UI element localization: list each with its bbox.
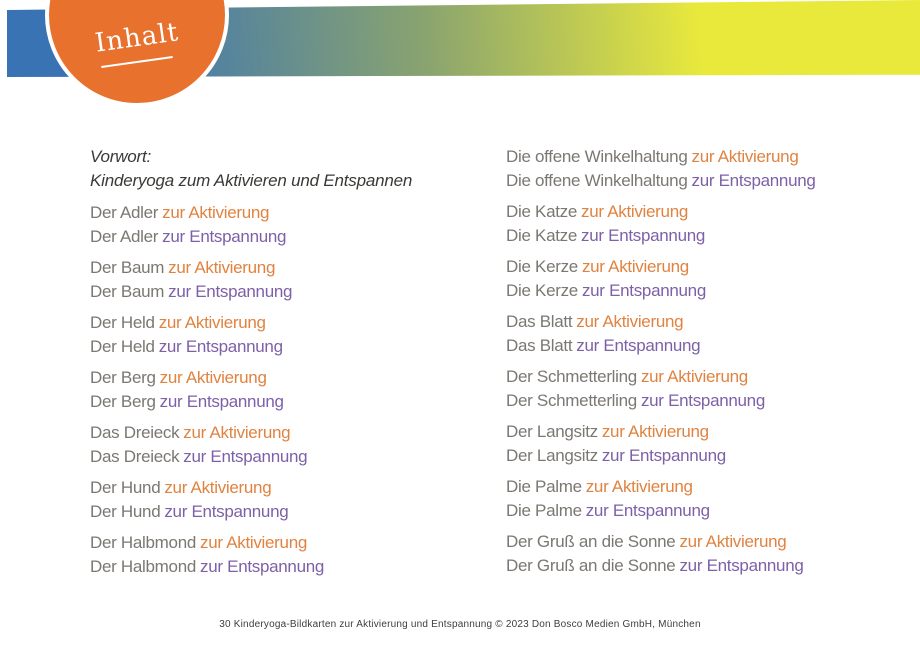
pose-name: Der Berg xyxy=(90,392,156,411)
pose-name: Die Kerze xyxy=(506,257,578,276)
toc-entry-aktivierung xyxy=(90,256,412,280)
entspannung-label: zur Entspannung xyxy=(581,281,706,300)
pose-name: Der Hund xyxy=(90,478,161,497)
toc-entry xyxy=(90,201,412,249)
aktivierung-label: zur Aktivierung xyxy=(164,478,272,497)
entspannung-label: zur Entspannung xyxy=(640,391,765,410)
toc-entry-entspannung xyxy=(506,279,816,303)
toc-entry-aktivierung xyxy=(506,255,816,279)
toc-entry-aktivierung xyxy=(506,475,816,499)
pose-name: Der Langsitz xyxy=(506,422,598,441)
toc-entry-entspannung xyxy=(506,444,816,468)
toc-entry-aktivierung xyxy=(90,366,412,390)
aktivierung-label: zur Aktivierung xyxy=(576,312,684,331)
pose-name: Die offene Winkelhaltung xyxy=(506,147,688,166)
toc-entry-entspannung xyxy=(90,225,412,249)
aktivierung-label: zur Aktivierung xyxy=(183,423,291,442)
pose-name: Der Gruß an die Sonne xyxy=(506,556,676,575)
pose-name: Der Schmetterling xyxy=(506,367,637,386)
entspannung-label: zur Entspannung xyxy=(576,336,701,355)
aktivierung-label: zur Aktivierung xyxy=(162,203,270,222)
entspannung-label: zur Entspannung xyxy=(158,337,283,356)
pose-name: Der Baum xyxy=(90,282,165,301)
toc-entry-aktivierung xyxy=(90,421,412,445)
toc-entry xyxy=(506,365,816,413)
aktivierung-label: zur Aktivierung xyxy=(691,147,799,166)
toc-column-right xyxy=(506,145,816,585)
toc-entry-aktivierung xyxy=(506,310,816,334)
toc-entry-entspannung xyxy=(90,280,412,304)
aktivierung-label: zur Aktivierung xyxy=(585,477,693,496)
pose-name: Der Gruß an die Sonne xyxy=(506,532,676,551)
footer-credit: 30 Kinderyoga-Bildkarten zur Aktivierung und Entspannung © 2023 Don Bosco Medien GmbH, München xyxy=(219,619,701,630)
pose-name: Der Held xyxy=(90,313,155,332)
pose-name: Der Schmetterling xyxy=(506,391,637,410)
toc-entry xyxy=(506,145,816,193)
toc-entry-aktivierung xyxy=(506,365,816,389)
toc-entry xyxy=(90,256,412,304)
aktivierung-label: zur Aktivierung xyxy=(601,422,709,441)
entspannung-label: zur Entspannung xyxy=(691,171,816,190)
toc-entry-aktivierung xyxy=(506,420,816,444)
pose-name: Der Halbmond xyxy=(90,533,197,552)
toc-entry-entspannung xyxy=(90,390,412,414)
aktivierung-label: zur Aktivierung xyxy=(581,202,689,221)
entspannung-label: zur Entspannung xyxy=(601,446,726,465)
toc-entry xyxy=(506,255,816,303)
pose-name: Das Dreieck xyxy=(90,423,180,442)
toc-entry-aktivierung xyxy=(506,200,816,224)
pose-name: Der Hund xyxy=(90,502,161,521)
toc-entry-entspannung xyxy=(90,555,412,579)
toc-entry-aktivierung xyxy=(90,531,412,555)
pose-name: Der Adler xyxy=(90,227,159,246)
preface-entry xyxy=(90,145,412,193)
entspannung-label: zur Entspannung xyxy=(581,226,706,245)
toc-entry xyxy=(90,421,412,469)
toc-entry xyxy=(506,475,816,523)
entspannung-label: zur Entspannung xyxy=(183,447,308,466)
toc-entry-entspannung xyxy=(90,445,412,469)
badge-underline xyxy=(101,56,173,68)
toc-entry xyxy=(506,310,816,358)
toc-entry xyxy=(506,420,816,468)
pose-name: Die offene Winkelhaltung xyxy=(506,171,688,190)
toc-entry-entspannung xyxy=(90,500,412,524)
toc-entry-entspannung xyxy=(506,389,816,413)
entspannung-label: zur Entspannung xyxy=(164,502,289,521)
toc-entry-entspannung xyxy=(506,554,816,578)
toc-entry-entspannung xyxy=(506,169,816,193)
toc-column-left xyxy=(90,145,412,586)
aktivierung-label: zur Aktivierung xyxy=(679,532,787,551)
toc-entry xyxy=(90,531,412,579)
entspannung-label: zur Entspannung xyxy=(159,392,284,411)
toc-entry-aktivierung xyxy=(90,201,412,225)
toc-entry xyxy=(90,366,412,414)
pose-name: Die Palme xyxy=(506,477,582,496)
aktivierung-label: zur Aktivierung xyxy=(640,367,748,386)
preface-title: Vorwort: xyxy=(90,147,152,166)
toc-entry-entspannung xyxy=(506,334,816,358)
toc-entry-aktivierung xyxy=(90,311,412,335)
entries-left xyxy=(90,201,412,579)
entries-right xyxy=(506,145,816,578)
pose-name: Der Berg xyxy=(90,368,156,387)
toc-entry xyxy=(506,200,816,248)
pose-name: Der Baum xyxy=(90,258,165,277)
toc-entry xyxy=(90,476,412,524)
pose-name: Der Langsitz xyxy=(506,446,598,465)
entspannung-label: zur Entspannung xyxy=(679,556,804,575)
pose-name: Das Dreieck xyxy=(90,447,180,466)
toc-entry-aktivierung xyxy=(90,476,412,500)
toc-entry-aktivierung xyxy=(506,530,816,554)
aktivierung-label: zur Aktivierung xyxy=(200,533,308,552)
toc-entry-entspannung xyxy=(90,335,412,359)
pose-name: Das Blatt xyxy=(506,312,573,331)
aktivierung-label: zur Aktivierung xyxy=(158,313,266,332)
aktivierung-label: zur Aktivierung xyxy=(168,258,276,277)
toc-entry-entspannung xyxy=(506,499,816,523)
entspannung-label: zur Entspannung xyxy=(585,501,710,520)
toc-entry-entspannung xyxy=(506,224,816,248)
aktivierung-label: zur Aktivierung xyxy=(159,368,267,387)
toc-entry xyxy=(90,311,412,359)
pose-name: Die Palme xyxy=(506,501,582,520)
inhalt-badge xyxy=(45,0,229,107)
pose-name: Der Held xyxy=(90,337,155,356)
preface-subtitle: Kinderyoga zum Aktivieren und Entspannen xyxy=(90,171,413,190)
pose-name: Das Blatt xyxy=(506,336,573,355)
toc-entry xyxy=(506,530,816,578)
pose-name: Die Katze xyxy=(506,226,578,245)
pose-name: Der Halbmond xyxy=(90,557,197,576)
pose-name: Die Kerze xyxy=(506,281,578,300)
entspannung-label: zur Entspannung xyxy=(168,282,293,301)
entspannung-label: zur Entspannung xyxy=(200,557,325,576)
aktivierung-label: zur Aktivierung xyxy=(581,257,689,276)
entspannung-label: zur Entspannung xyxy=(162,227,287,246)
pose-name: Die Katze xyxy=(506,202,578,221)
pose-name: Der Adler xyxy=(90,203,159,222)
toc-entry-aktivierung xyxy=(506,145,816,169)
badge-title: Inhalt xyxy=(93,17,181,59)
